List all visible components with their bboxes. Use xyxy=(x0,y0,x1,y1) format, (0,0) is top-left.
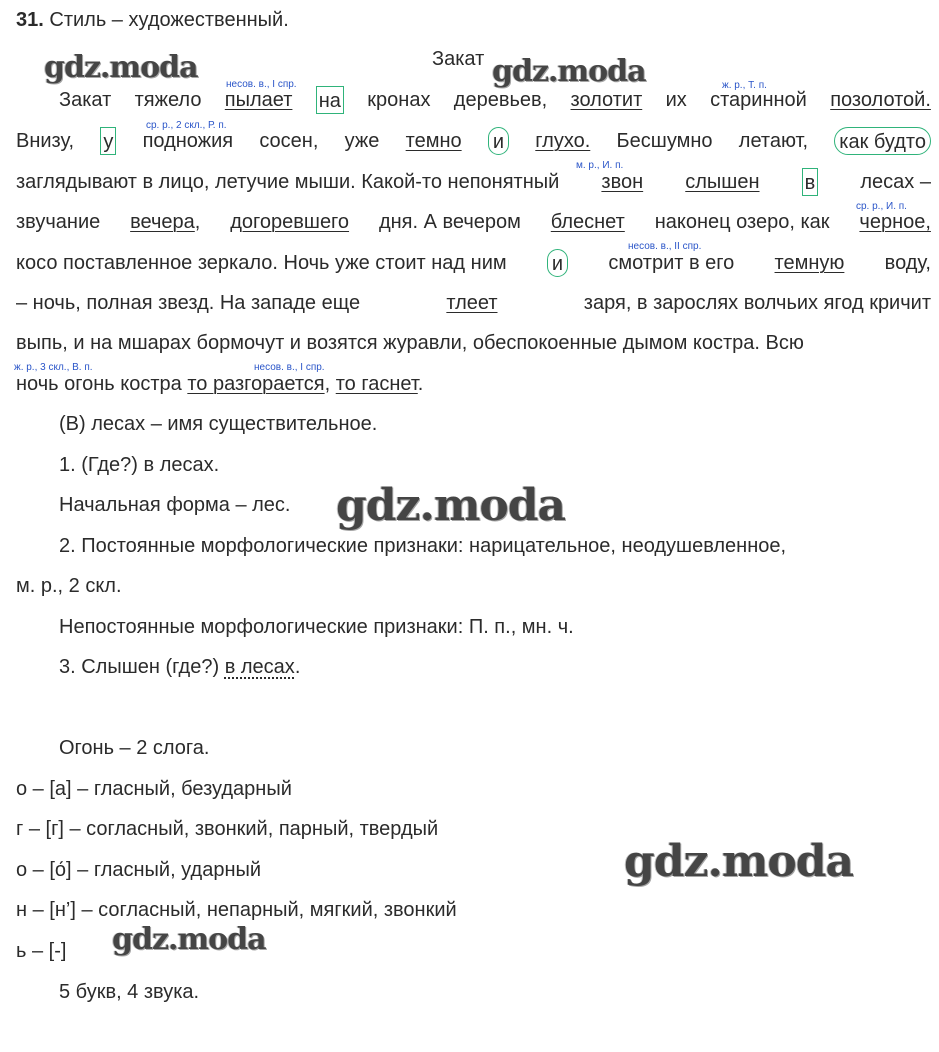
analysis-line: 2. Постоянные морфологические признаки: нарицательное, неодушевленное, xyxy=(59,535,787,557)
task-number: 31. xyxy=(16,9,44,31)
annotation: несов. в., I спр. xyxy=(254,362,325,373)
text-line: заглядывают в лицо, летучие мыши. Какой-то непонятный звон слышен в лесах – xyxy=(16,168,931,196)
annotation: несов. в., I спр. xyxy=(226,79,297,90)
analysis-line: Начальная форма – лес. xyxy=(59,494,291,516)
phonetic-row: г – [г] – согласный, звонкий, парный, твердый xyxy=(16,818,439,840)
text-title: Закат xyxy=(432,48,485,70)
annotation: ср. р., И. п. xyxy=(856,201,907,212)
text-line: – ночь, полная звезд. На западе еще тлеет заря, в зарослях волчьих ягод кричит xyxy=(16,292,931,314)
text-line: выпь, и на мшарах бормочут и возятся журавли, обеспокоенные дымом костра. Всю xyxy=(16,332,804,354)
annotation: м. р., И. п. xyxy=(576,160,624,171)
analysis-line: Непостоянные морфологические признаки: П. п., мн. ч. xyxy=(59,616,574,638)
text-line: Внизу, у подножия сосен, уже темно и глухо. Бесшумно летают, как будто xyxy=(16,127,931,155)
annotation: ж. р., Т. п. xyxy=(722,80,767,91)
watermark: gdz.moda xyxy=(624,836,854,887)
annotation: ср. р., 2 скл., Р. п. xyxy=(146,120,227,131)
watermark: gdz.moda xyxy=(112,922,266,957)
text-line: ночь огонь костра то разгорается, то гаснет. xyxy=(16,373,424,395)
phonetic-heading: Огонь – 2 слога. xyxy=(59,737,210,759)
annotation: ж. р., 3 скл., В. п. xyxy=(14,362,93,373)
phonetic-total: 5 букв, 4 звука. xyxy=(59,981,200,1003)
style-line: Стиль – художественный. xyxy=(49,9,289,31)
watermark: gdz.moda xyxy=(336,480,566,531)
text-line: Закат тяжело пылает на кронах деревьев, золотит их старинной позолотой. xyxy=(59,86,931,114)
phonetic-row: о – [о́] – гласный, ударный xyxy=(16,859,262,881)
analysis-line: 3. Слышен (где?) в лесах. xyxy=(59,656,301,678)
header-line xyxy=(16,6,931,34)
annotation: несов. в., II спр. xyxy=(628,241,702,252)
analysis-line: 1. (Где?) в лесах. xyxy=(59,454,220,476)
watermark: gdz.moda xyxy=(492,54,646,89)
phonetic-row: ь – [-] xyxy=(16,940,67,962)
phonetic-row: н – [н’] – согласный, непарный, мягкий, звонкий xyxy=(16,899,457,921)
analysis-line: м. р., 2 скл. xyxy=(16,575,122,597)
analysis-line: (В) лесах – имя существительное. xyxy=(59,413,378,435)
watermark: gdz.moda xyxy=(44,50,198,85)
phonetic-row: о – [а] – гласный, безударный xyxy=(16,778,292,800)
text-line: звучание вечера, догоревшего дня. А вечером блеснет наконец озеро, как черное, xyxy=(16,211,931,233)
text-line: косо поставленное зеркало. Ночь уже стоит над ним и смотрит в его темную воду, xyxy=(16,249,931,277)
